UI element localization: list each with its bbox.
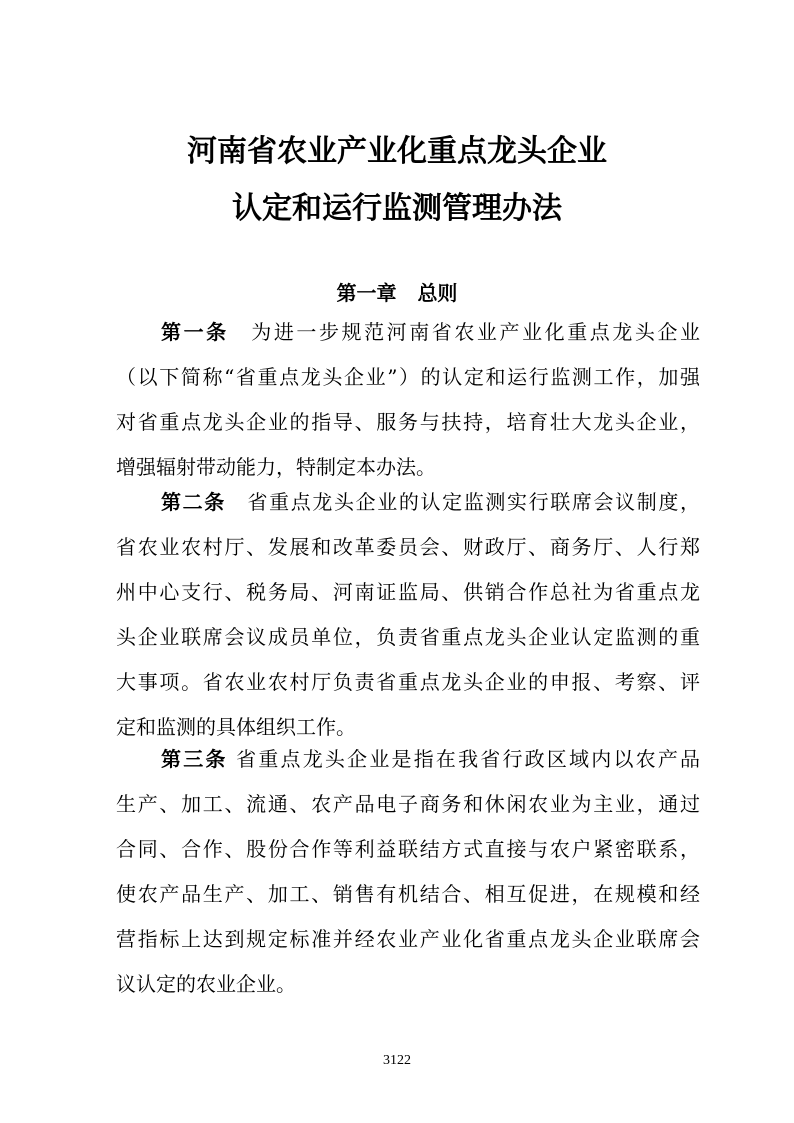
- article-2: [116, 480, 700, 750]
- chapter-name: 总则: [417, 281, 458, 305]
- article-line: 省农业农村厅、发展和改革委员会、财政厅、商务厅、人行郑: [116, 535, 700, 559]
- article-line: （以下简称“省重点龙头企业”）的认定和运行监测工作，加强: [116, 365, 700, 389]
- article-label: 第一条: [161, 320, 229, 344]
- article-line: 议认定的农业企业。: [116, 972, 296, 996]
- article-text: 省重点龙头企业是指在我省行政区域内以农产品: [236, 747, 701, 771]
- chapter-label: 第一章: [336, 281, 397, 305]
- article-3: [116, 737, 700, 1007]
- document-title-line-2: 认定和运行监测管理办法: [232, 191, 562, 226]
- article-line: 大事项。省农业农村厅负责省重点龙头企业的申报、考察、评: [116, 670, 700, 694]
- article-line: 营指标上达到规定标准并经农业产业化省重点龙头企业联席会: [116, 927, 700, 951]
- article-1: [116, 310, 700, 490]
- article-line: [116, 480, 700, 525]
- article-line: [116, 310, 700, 355]
- article-line: 头企业联席会议成员单位，负责省重点龙头企业认定监测的重: [116, 625, 700, 649]
- chapter-heading: [0, 277, 794, 306]
- article-line: 合同、合作、股份合作等利益联结方式直接与农户紧密联系，: [116, 837, 700, 861]
- article-line: 使农产品生产、加工、销售有机结合、相互促进，在规模和经: [116, 882, 700, 906]
- article-line: 增强辐射带动能力，特制定本办法。: [116, 455, 436, 479]
- document-title-line-1: 河南省农业产业化重点龙头企业: [187, 134, 607, 169]
- article-line: 对省重点龙头企业的指导、服务与扶持，培育壮大龙头企业，: [116, 410, 700, 434]
- article-label: 第三条: [161, 747, 228, 771]
- article-text: 为进一步规范河南省农业产业化重点龙头企业: [251, 320, 701, 344]
- article-line: 定和监测的具体组织工作。: [116, 715, 356, 739]
- article-line: [116, 737, 700, 782]
- article-label: 第二条: [161, 490, 226, 514]
- article-line: 州中心支行、税务局、河南证监局、供销合作总社为省重点龙: [116, 580, 700, 604]
- article-line: 生产、加工、流通、农产品电子商务和休闲农业为主业，通过: [116, 792, 700, 816]
- article-text: 省重点龙头企业的认定监测实行联席会议制度，: [247, 490, 700, 514]
- page-number: 3122: [383, 1053, 411, 1068]
